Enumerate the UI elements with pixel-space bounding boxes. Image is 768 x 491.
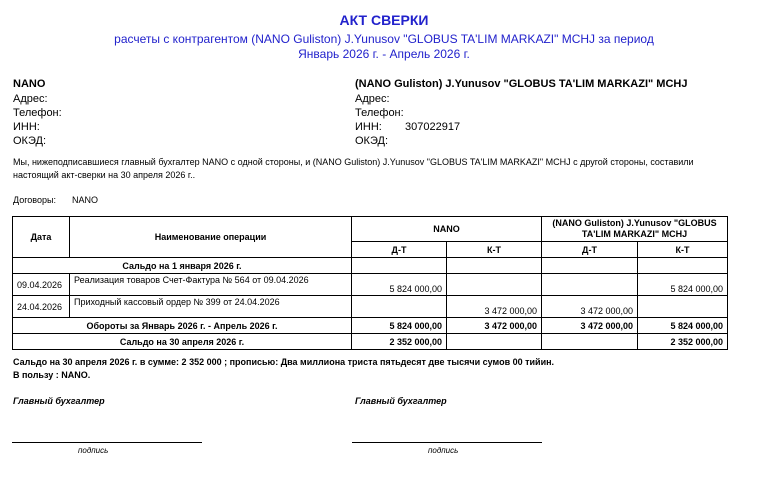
right-party-phone-label: Телефон: [355, 107, 404, 119]
turnover-row [13, 318, 728, 334]
row-right-debit [542, 274, 638, 296]
row-operation: Реализация товаров Счет-Фактура № 564 от 09.04.2026 [70, 274, 352, 296]
row-left-debit [352, 296, 447, 318]
header-left-credit: К-Т [447, 242, 542, 258]
row-operation: Приходный кассовый ордер № 399 от 24.04.2026 [70, 296, 352, 318]
header-right-party-line-1: (NANO Guliston) J.Yunusov "GLOBUS [552, 218, 717, 228]
opening-balance-label: Сальдо на 1 января 2026 г. [13, 258, 352, 274]
right-party-address-label: Адрес: [355, 93, 390, 105]
table-row [13, 274, 728, 296]
row-right-credit [638, 296, 728, 318]
row-right-credit: 5 824 000,00 [638, 274, 728, 296]
intro-line-1: Мы, нижеподписавшиеся главный бухгалтер NANO с одной стороны, и (NANO Guliston) J.Yunusov "GLOBUS TA'LIM MARKAZI" MCHJ с другой стороны, составили [13, 157, 694, 167]
header-date: Дата [13, 217, 70, 258]
turnover-label: Обороты за Январь 2026 г. - Апрель 2026 г. [13, 318, 352, 334]
summary-balance: Сальдо на 30 апреля 2026 г. в сумме: 2 352 000 ; прописью: Два миллиона триста пятьдесят две тысячи сумов 00 тийин. [13, 357, 555, 367]
row-right-debit: 3 472 000,00 [542, 296, 638, 318]
row-date: 24.04.2026 [13, 296, 70, 318]
right-party-oked-label: ОКЭД: [355, 135, 389, 147]
right-party-inn-label: ИНН: [355, 121, 382, 133]
header-right-credit: К-Т [638, 242, 728, 258]
left-party-oked-label: ОКЭД: [13, 135, 47, 147]
right-signature-title: Главный бухгалтер [355, 396, 447, 406]
closing-balance-label: Сальдо на 30 апреля 2026 г. [13, 334, 352, 350]
left-signature-line [12, 442, 202, 443]
header-right-party-line-2: TA'LIM MARKAZI" MCHJ [581, 229, 688, 239]
intro-line-2: настоящий акт-сверки на 30 апреля 2026 г.. [13, 170, 196, 180]
document-period: Январь 2026 г. - Апрель 2026 г. [298, 47, 470, 61]
summary-in-favor: В пользу : NANO. [13, 370, 91, 380]
table-header-row [13, 217, 728, 242]
document-subtitle: расчеты с контрагентом (NANO Guliston) J.Yunusov "GLOBUS TA'LIM MARKAZI" MCHJ за период [114, 32, 654, 46]
turnover-right-debit: 3 472 000,00 [542, 318, 638, 334]
closing-right-credit: 2 352 000,00 [638, 334, 728, 350]
turnover-right-credit: 5 824 000,00 [638, 318, 728, 334]
left-signature-caption: подпись [78, 446, 109, 455]
right-signature-line [352, 442, 542, 443]
closing-balance-row [13, 334, 728, 350]
left-signature-title: Главный бухгалтер [13, 396, 105, 406]
row-left-debit: 5 824 000,00 [352, 274, 447, 296]
closing-right-debit [542, 334, 638, 350]
turnover-left-credit: 3 472 000,00 [447, 318, 542, 334]
right-signature-caption: подпись [428, 446, 459, 455]
header-left-party: NANO [352, 217, 542, 242]
document-title: АКТ СВЕРКИ [339, 12, 429, 28]
table-row [13, 296, 728, 318]
header-right-debit: Д-Т [542, 242, 638, 258]
closing-left-debit: 2 352 000,00 [352, 334, 447, 350]
row-left-credit: 3 472 000,00 [447, 296, 542, 318]
left-party-inn-label: ИНН: [13, 121, 40, 133]
row-date: 09.04.2026 [13, 274, 70, 296]
header-operation: Наименование операции [70, 217, 352, 258]
turnover-left-debit: 5 824 000,00 [352, 318, 447, 334]
row-left-credit [447, 274, 542, 296]
header-right-party [542, 217, 728, 242]
contracts-label: Договоры: [13, 195, 56, 205]
header-left-debit: Д-Т [352, 242, 447, 258]
contracts-value: NANO [72, 195, 99, 205]
left-party-phone-label: Телефон: [13, 107, 62, 119]
reconciliation-table [12, 216, 728, 350]
right-party-name: (NANO Guliston) J.Yunusov "GLOBUS TA'LIM MARKAZI" MCHJ [355, 78, 688, 90]
right-party-inn-value: 307022917 [405, 121, 461, 133]
closing-left-credit [447, 334, 542, 350]
left-party-name: NANO [13, 78, 46, 90]
left-party-address-label: Адрес: [13, 93, 48, 105]
opening-balance-row [13, 258, 728, 274]
